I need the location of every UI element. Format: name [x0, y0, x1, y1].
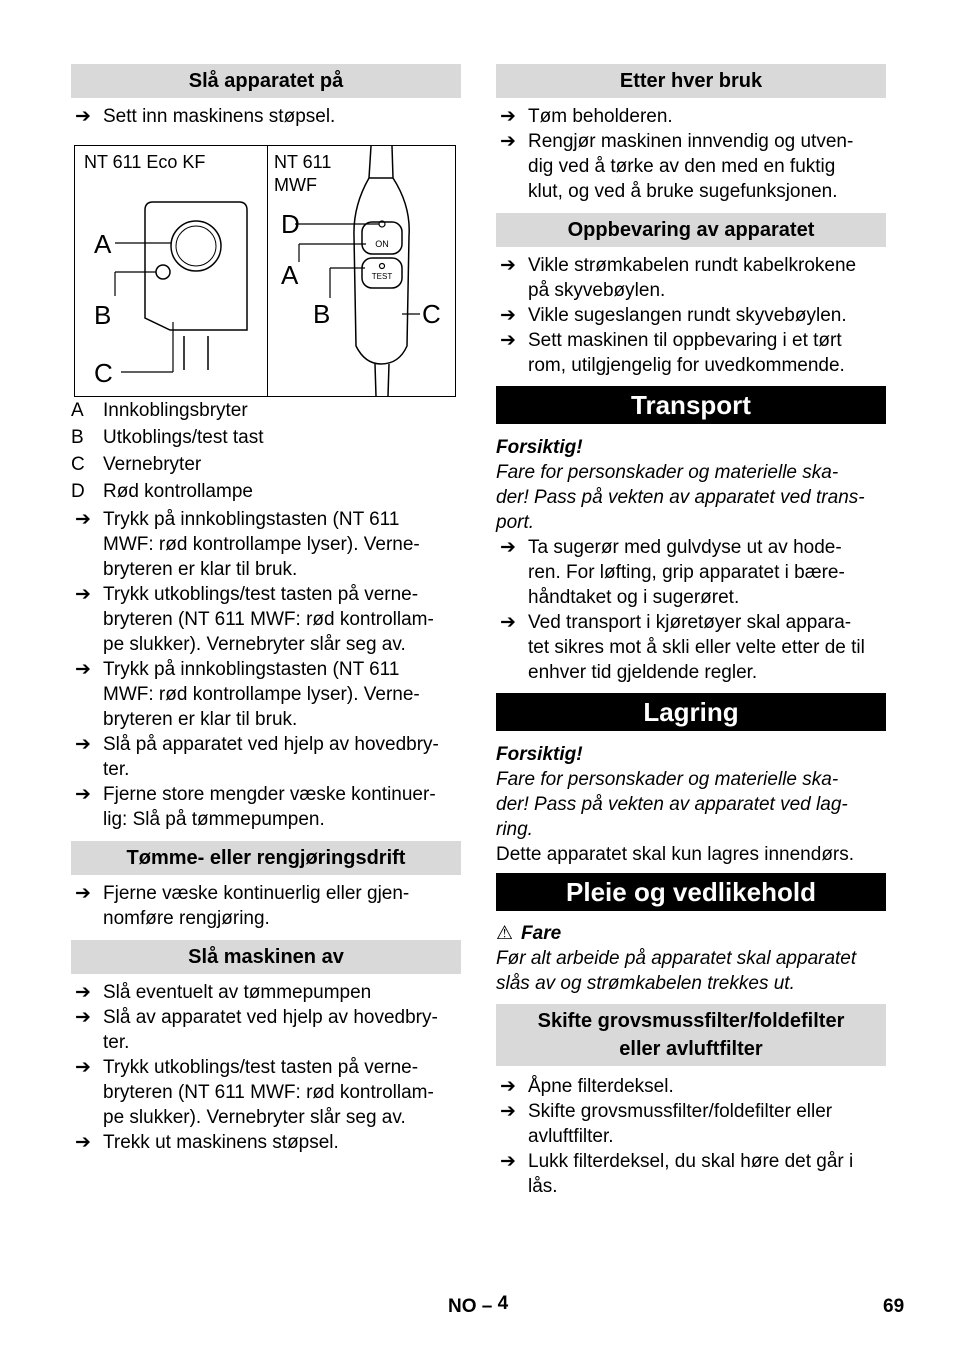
text-line: Fare for personskader og materielle ska- — [496, 462, 839, 483]
arrow-right-icon: ➔ — [75, 509, 91, 530]
legend-item: A Innkoblingsbryter — [71, 400, 248, 421]
step-text-line: bryteren (NT 611 MWF: rød kontrollam- — [103, 1082, 434, 1103]
legend-item: D Rød kontrollampe — [71, 481, 253, 502]
left-column — [71, 64, 461, 1155]
figure-label-b2: B — [313, 299, 331, 329]
step-item — [496, 253, 886, 303]
steps-plug-in — [71, 104, 461, 129]
section-heading-drain-mode: Tømme- eller rengjøringsdrift — [71, 841, 461, 875]
steps-storage — [496, 253, 886, 378]
switch-figure — [74, 145, 456, 397]
arrow-right-icon: ➔ — [500, 537, 516, 558]
text-line: Før alt arbeide på apparatet skal apparatet — [496, 948, 857, 969]
step-text-line: lås. — [528, 1176, 558, 1197]
steps-switch-off — [71, 980, 461, 1155]
main-switch-icon — [171, 221, 221, 271]
arrow-right-icon: ➔ — [75, 1132, 91, 1153]
figure-panel2-title-line1: NT 611 — [274, 152, 332, 172]
section-heading-switch-on: Slå apparatet på — [71, 64, 461, 98]
step-item — [71, 881, 461, 931]
steps-transport — [496, 535, 886, 685]
arrow-right-icon: ➔ — [75, 659, 91, 680]
step-item — [71, 657, 461, 732]
step-text-line: dig ved å tørke av den med en fuktig — [528, 156, 836, 177]
arrow-right-icon: ➔ — [500, 612, 516, 633]
text-line: slås av og strømkabelen trekkes ut. — [496, 973, 795, 994]
arrow-right-icon: ➔ — [500, 106, 516, 127]
steps-after-use — [496, 104, 886, 204]
arrow-right-icon: ➔ — [500, 305, 516, 326]
arrow-right-icon: ➔ — [500, 1076, 516, 1097]
section-heading-after-use: Etter hver bruk — [496, 64, 886, 98]
step-text-line: ter. — [103, 1032, 130, 1053]
step-text-line: Trykk på innkoblingstasten (NT 611 — [103, 659, 400, 680]
arrow-right-icon: ➔ — [75, 734, 91, 755]
section-heading-switch-off: Slå maskinen av — [71, 940, 461, 974]
warning-text-storage — [496, 767, 886, 842]
step-text-line: Trykk utkoblings/test tasten på verne- — [103, 584, 419, 605]
cord-top2 — [392, 146, 393, 178]
step-text-line: Ta sugerør med gulvdyse ut av hode- — [528, 537, 842, 558]
step-text-line: Ved transport i kjøretøyer skal appara- — [528, 612, 852, 633]
arrow-right-icon: ➔ — [500, 330, 516, 351]
footer-lang-code: NO – 4 — [448, 1293, 509, 1317]
steps-drain — [71, 881, 461, 931]
step-text-line: Slå av apparatet ved hjelp av hovedbry- — [103, 1007, 438, 1028]
step-text-line: Fjerne væske kontinuerlig eller gjen- — [103, 883, 410, 904]
figure-panel1-title: NT 611 Eco KF — [84, 152, 206, 172]
step-text-line: Åpne filterdeksel. — [528, 1076, 674, 1097]
step-text-line: pe slukker). Vernebryter slår seg av. — [103, 1107, 406, 1128]
step-text-line: pe slukker). Vernebryter slår seg av. — [103, 634, 406, 655]
step-text-line: Vikle sugeslangen rundt skyvebøylen. — [528, 305, 847, 326]
step-text-line: Sett maskinen til oppbevaring i et tørt — [528, 330, 842, 351]
section-heading-filter: Skifte grovsmussfilter/foldefilter eller avluftfilter — [496, 1004, 886, 1066]
storage-note: Dette apparatet skal kun lagres innendørs. — [496, 844, 855, 865]
step-text-line: Slå eventuelt av tømmepumpen — [103, 982, 372, 1003]
steps-switch-on — [71, 507, 461, 832]
switch-diagram — [75, 146, 455, 396]
step-text-line: avluftfilter. — [528, 1126, 614, 1147]
arrow-right-icon: ➔ — [75, 982, 91, 1003]
step-text-line: Skifte grovsmussfilter/foldefilter eller — [528, 1101, 833, 1122]
step-item — [496, 1074, 886, 1099]
chapter-heading-maintenance: Pleie og vedlikehold — [496, 873, 886, 911]
figure-legend — [71, 397, 461, 505]
step-item: ➔ Sett inn maskinens støpsel. — [75, 106, 336, 127]
step-item — [496, 328, 886, 378]
step-text-line: rom, utilgjengelig for uvedkommende. — [528, 355, 845, 376]
warning-text-maintenance — [496, 946, 886, 996]
cord-top — [369, 146, 371, 178]
arrow-right-icon: ➔ — [500, 255, 516, 276]
step-item — [71, 782, 461, 832]
arrow-right-icon: ➔ — [75, 883, 91, 904]
step-item — [496, 104, 886, 129]
figure-label-c1: C — [94, 358, 113, 388]
step-item — [496, 1099, 886, 1149]
step-text-line: Vikle strømkabelen rundt kabelkrokene — [528, 255, 857, 276]
step-text-line: Fjerne store mengder væske kontinuer- — [103, 784, 436, 805]
cord-bottom — [375, 364, 376, 396]
main-switch-inner-icon — [176, 226, 216, 266]
text-line: port. — [496, 512, 535, 533]
arrow-right-icon: ➔ — [75, 584, 91, 605]
step-item — [71, 582, 461, 657]
step-text-line: klut, og ved å bruke sugefunksjonen. — [528, 181, 838, 202]
step-text-line: Trykk på innkoblingstasten (NT 611 — [103, 509, 400, 530]
test-button-icon — [156, 265, 170, 279]
steps-filter — [496, 1074, 886, 1199]
step-text-line: bryteren er klar til bruk. — [103, 559, 298, 580]
figure-panel2-title-line2: MWF — [274, 175, 317, 195]
arrow-right-icon: ➔ — [75, 1057, 91, 1078]
warning-text-transport — [496, 460, 886, 535]
arrow-right-icon: ➔ — [500, 1151, 516, 1172]
text-line: ring. — [496, 819, 533, 840]
legend-item: B Utkoblings/test tast — [71, 427, 264, 448]
test-button-label: TEST — [371, 272, 393, 281]
step-text-line: ter. — [103, 759, 130, 780]
step-item — [71, 1005, 461, 1055]
arrow-right-icon: ➔ — [75, 784, 91, 805]
step-text-line: Trekk ut maskinens støpsel. — [103, 1132, 339, 1153]
step-item — [71, 1055, 461, 1130]
step-item — [496, 535, 886, 610]
arrow-right-icon: ➔ — [500, 1101, 516, 1122]
step-text-line: nomføre rengjøring. — [103, 908, 270, 929]
step-text-line: Trykk utkoblings/test tasten på verne- — [103, 1057, 419, 1078]
step-item — [71, 980, 461, 1005]
text-line: der! Pass på vekten av apparatet ved trans- — [496, 487, 865, 508]
step-item — [496, 1149, 886, 1199]
step-text-line: enhver tid gjeldende regler. — [528, 662, 758, 683]
step-text-line: Slå på apparatet ved hjelp av hovedbry- — [103, 734, 439, 755]
caution-label-transport: Forsiktig! — [496, 437, 583, 458]
caution-label-storage: Forsiktig! — [496, 744, 583, 765]
step-text-line: bryteren er klar til bruk. — [103, 709, 298, 730]
step-text-line: Rengjør maskinen innvendig og utven- — [528, 131, 854, 152]
figure-label-d2: D — [281, 209, 300, 239]
step-text-line: MWF: rød kontrollampe lyser). Verne- — [103, 684, 420, 705]
step-text-line: ren. For løfting, grip apparatet i bære- — [528, 562, 845, 583]
section-heading-storage-device: Oppbevaring av apparatet — [496, 213, 886, 247]
arrow-right-icon: ➔ — [75, 106, 91, 127]
step-item — [496, 303, 886, 328]
step-text-line: MWF: rød kontrollampe lyser). Verne- — [103, 534, 420, 555]
warning-triangle-icon: ⚠ — [496, 923, 514, 944]
figure-label-b1: B — [94, 300, 112, 330]
text-line: Fare for personskader og materielle ska- — [496, 769, 839, 790]
figure-label-c2: C — [422, 299, 441, 329]
danger-label: ⚠ Fare — [496, 923, 562, 944]
test-dot-icon — [380, 264, 385, 269]
figure-label-a1: A — [94, 229, 112, 259]
step-text-line: Tøm beholderen. — [528, 106, 673, 127]
step-text-line: lig: Slå på tømmepumpen. — [103, 809, 325, 830]
step-text-line: bryteren (NT 611 MWF: rød kontrollam- — [103, 609, 434, 630]
step-item — [496, 610, 886, 685]
arrow-right-icon: ➔ — [500, 131, 516, 152]
figure-label-a2: A — [281, 260, 299, 290]
right-column — [496, 64, 886, 1199]
step-text-line: på skyvebøylen. — [528, 280, 666, 301]
step-text-line: Lukk filterdeksel, du skal høre det går i — [528, 1151, 854, 1172]
chapter-heading-storage: Lagring — [496, 693, 886, 731]
step-text-line: håndtaket og i sugerøret. — [528, 587, 740, 608]
chapter-heading-transport: Transport — [496, 386, 886, 424]
cord-bottom2 — [388, 364, 389, 396]
arrow-right-icon: ➔ — [75, 1007, 91, 1028]
step-text-line: tet sikres mot å skli eller velte etter de til — [528, 637, 865, 658]
text-line: der! Pass på vekten av apparatet ved lag- — [496, 794, 848, 815]
on-button-label: ON — [375, 239, 389, 249]
legend-item: C Vernebryter — [71, 454, 202, 475]
step-item — [71, 1130, 461, 1155]
step-item — [71, 732, 461, 782]
step-item — [71, 507, 461, 582]
step-item — [496, 129, 886, 204]
page-number: 69 — [883, 1296, 905, 1317]
